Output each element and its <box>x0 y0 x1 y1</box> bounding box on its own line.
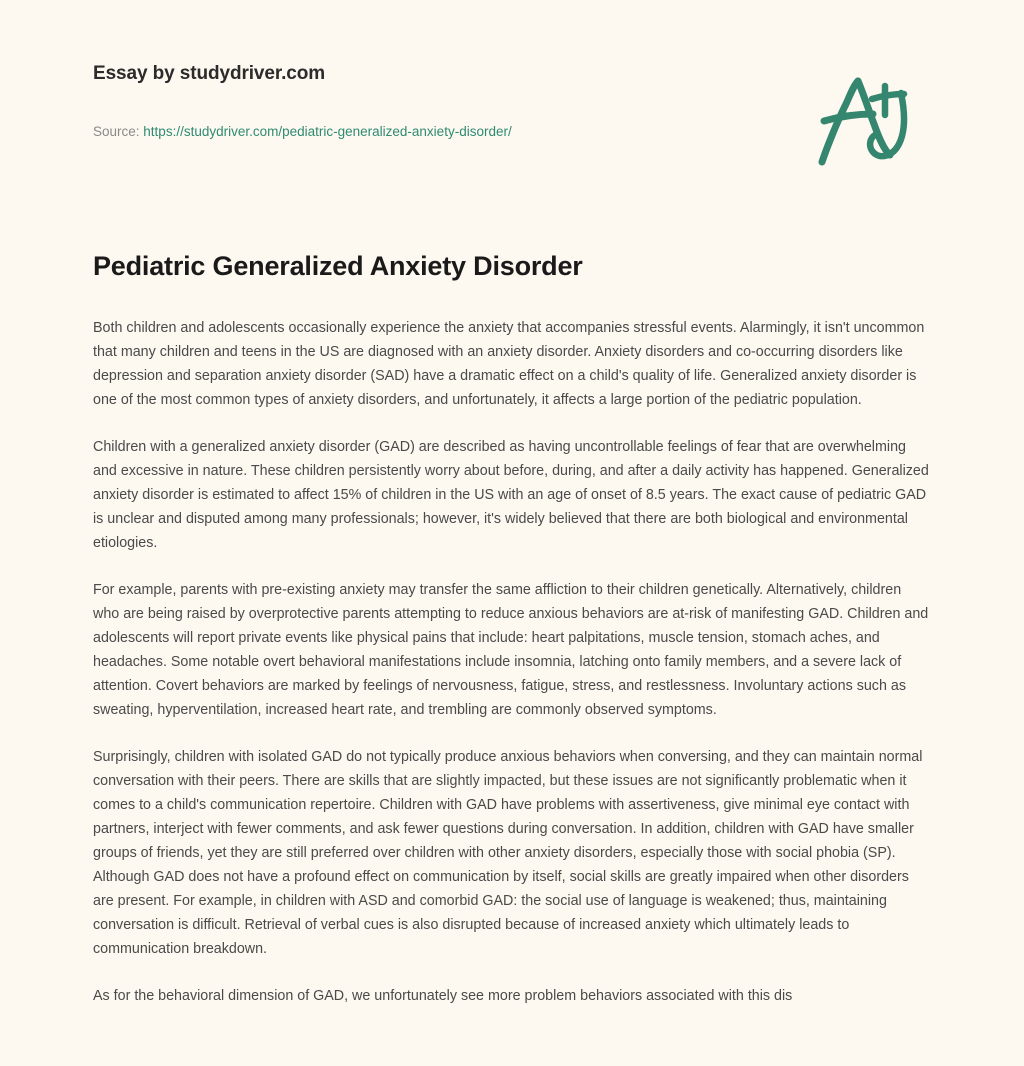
a-plus-logo-icon <box>812 68 916 172</box>
a-plus-logo-svg <box>812 68 916 172</box>
article <box>93 249 931 1008</box>
source-line <box>93 124 512 139</box>
article-paragraph: Surprisingly, children with isolated GAD do not typically produce anxious behaviors when conversing, and they can maintain normal conversation with their peers. There are skills that are slightly impacted, but these issues are not significantly problematic when it comes to a child's communication repertoire. Children with GAD have problems with assertiveness, give minimal eye contact with partners, interject with fewer comments, and ask fewer questions during conversation. In addition, children with GAD have smaller groups of friends, yet they are still preferred over children with other anxiety disorders, especially those with social phobia (SP). Although GAD does not have a profound effect on communication by itself, social skills are greatly impaired when other disorders are present. For example, in children with ASD and comorbid GAD: the social use of language is weakened; thus, maintaining conversation is difficult. Retrieval of verbal cues is also disrupted because of increased anxiety which ultimately leads to communication breakdown. <box>93 749 923 957</box>
article-body <box>93 316 931 1008</box>
source-url-link[interactable]: https://studydriver.com/pediatric-generalized-anxiety-disorder/ <box>143 124 512 139</box>
article-paragraph: Children with a generalized anxiety disorder (GAD) are described as having uncontrollable feelings of fear that are overwhelming and excessive in nature. These children persistently worry about before, during, and after a daily activity has happened. Generalized anxiety disorder is estimated to affect 15% of children in the US with an age of onset of 8.5 years. The exact cause of pediatric GAD is unclear and disputed among many professionals; however, it's widely believed that there are both biological and environmental etiologies. <box>93 439 929 551</box>
article-paragraph: Both children and adolescents occasionally experience the anxiety that accompanies stressful events. Alarmingly, it isn't uncommon that many children and teens in the US are diagnosed with an anxiety disorder. Anxiety disorders and co-occurring disorders like depression and separation anxiety disorder (SAD) have a dramatic effect on a child's quality of life. Generalized anxiety disorder is one of the most common types of anxiety disorders, and unfortunately, it affects a large portion of the pediatric population. <box>93 320 925 408</box>
article-paragraph: As for the behavioral dimension of GAD, we unfortunately see more problem behaviors associated with this dis <box>93 988 793 1004</box>
source-label: Source: <box>93 124 140 139</box>
brand-byline: Essay by studydriver.com <box>93 63 326 84</box>
article-paragraph: For example, parents with pre-existing anxiety may transfer the same affliction to their children genetically. Alternatively, children who are being raised by overprotective parents attempting to reduce anxious behaviors are at-risk of manifesting GAD. Children and adolescents will report private events like physical pains that include: heart palpitations, muscle tension, stomach aches, and headaches. Some notable overt behavioral manifestations include insomnia, latching onto family members, and a severe lack of attention. Covert behaviors are marked by feelings of nervousness, fatigue, stress, and restlessness. Involuntary actions such as sweating, hyperventilation, increased heart rate, and trembling are commonly observed symptoms. <box>93 582 929 718</box>
page-header <box>0 0 1024 200</box>
page-title: Pediatric Generalized Anxiety Disorder <box>93 251 583 281</box>
